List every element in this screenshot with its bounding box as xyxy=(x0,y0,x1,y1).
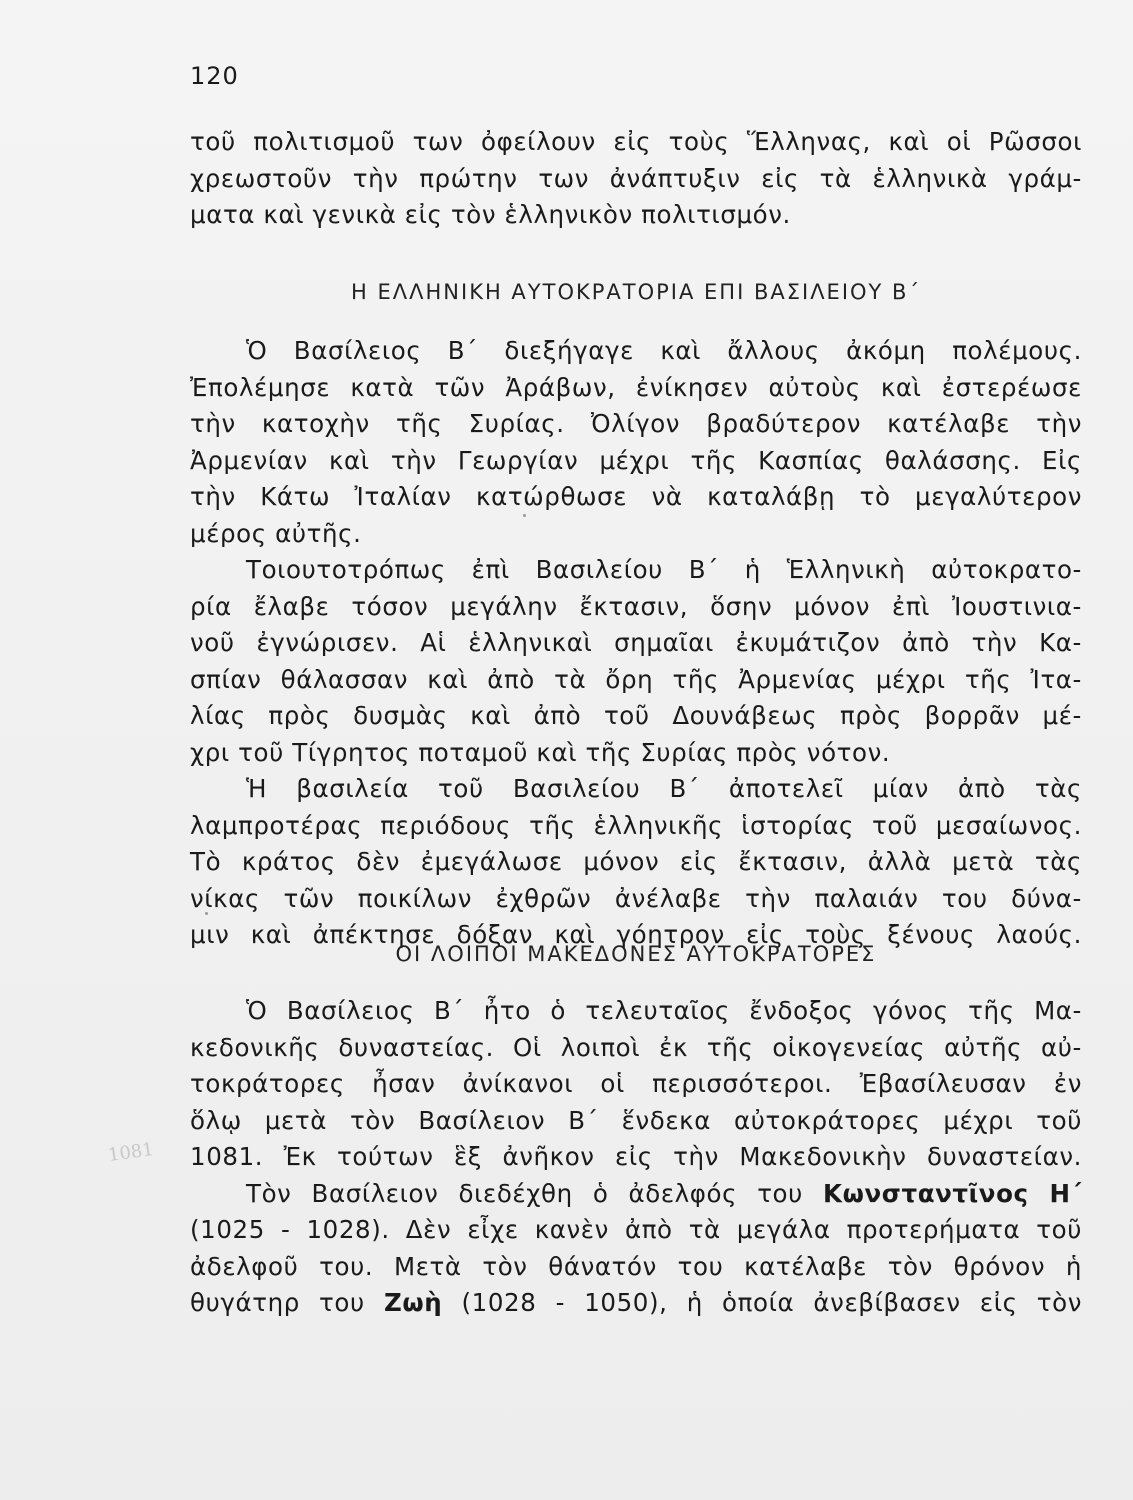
text-line: Τοιουτοτρόπως ἐπὶ Βασιλείου Β΄ ἡ Ἑλληνικὴ αὐτοκρατο- xyxy=(246,555,1082,584)
text-line: τοκράτορες ἦσαν ἀνίκανοι οἱ περισσότεροι. Ἐβασίλευσαν ἐν xyxy=(190,1069,1082,1098)
text-line: λίας πρὸς δυσμὰς καὶ ἀπὸ τοῦ Δουνάβεως πρὸς βορρᾶν μέ- xyxy=(190,701,1082,730)
text-line: λαμπροτέρας περιόδους τῆς ἑλληνικῆς ἱστορίας τοῦ μεσαίωνος. xyxy=(190,810,1082,840)
text-line: τοῦ πολιτισμοῦ των ὀφείλουν εἰς τοὺς Ἕλληνας, καὶ οἱ Ρῶσσοι xyxy=(190,127,1082,156)
text-line: ματα καὶ γενικὰ εἰς τὸν ἑλληνικὸν πολιτισμόν. xyxy=(190,200,791,229)
text-line: Τὸ κράτος δὲν ἐμεγάλωσε μόνον εἰς ἔκτασιν, ἀλλὰ μετὰ τὰς xyxy=(190,847,1082,876)
text-line xyxy=(190,1176,1082,1213)
text-line: νίκας τῶν ποικίλων ἐχθρῶν ἀνέλαβε τὴν παλαιάν του δύνα- xyxy=(190,883,1082,913)
text-line: Ἐπολέμησε κατὰ τῶν Ἀράβων, ἐνίκησεν αὐτοὺς καὶ ἐστερέωσε xyxy=(190,372,1082,402)
text-line: ρία ἔλαβε τόσον μεγάλην ἔκτασιν, ὅσην μόνον ἐπὶ Ἰουστινια- xyxy=(190,591,1082,621)
margin-pencil-note: 1081 xyxy=(106,1138,156,1167)
text-line: μιν καὶ ἀπέκτησε δόξαν καὶ γόητρον εἰς τοὺς ξένους λαούς. xyxy=(190,920,1082,949)
text-line: τὴν κατοχὴν τῆς Συρίας. Ὀλίγον βραδύτερον κατέλαβε τὴν xyxy=(190,409,1082,438)
text-line: σπίαν θάλασσαν καὶ ἀπὸ τὰ ὄρη τῆς Ἀρμενίας μέχρι τῆς Ἰτα- xyxy=(190,664,1082,694)
text-line: χρεωστοῦν τὴν πρώτην των ἀνάπτυξιν εἰς τὰ ἑλληνικὰ γράμ- xyxy=(190,163,1082,193)
text-line: (1025 - 1028). Δὲν εἶχε κανὲν ἀπὸ τὰ μεγάλα προτερήματα τοῦ xyxy=(190,1215,1082,1244)
text-run: Τὸν Βασίλειον διεδέχθη ὁ ἀδελφός του xyxy=(246,1178,824,1208)
text-run: (1028 - 1050), ἡ ὁποία ἀνεβίβασεν εἰς τὸν xyxy=(442,1288,1082,1317)
text-line xyxy=(190,1285,1082,1322)
text-line: Ὁ Βασίλειος Β΄ διεξήγαγε καὶ ἄλλους ἀκόμη πολέμους. xyxy=(246,336,1082,365)
name-emphasis: Ζωὴ xyxy=(383,1288,443,1317)
paper-speck xyxy=(205,912,208,915)
text-line: μέρος αὐτῆς. xyxy=(190,518,362,548)
paper-speck xyxy=(523,514,526,517)
text-line: χρι τοῦ Τίγρητος ποταμοῦ καὶ τῆς Συρίας πρὸς νότον. xyxy=(190,737,891,767)
text-line: Ἡ βασιλεία τοῦ Βασιλείου Β΄ ἀποτελεῖ μίαν ἀπὸ τὰς xyxy=(246,774,1082,803)
section-heading-macedonian-emperors: ΟΙ ΛΟΙΠΟΙ ΜΑΚΕΔΟΝΕΣ ΑΥΤΟΚΡΑΤΟΡΕΣ xyxy=(395,942,877,966)
text-line: Ὁ Βασίλειος Β΄ ἦτο ὁ τελευταῖος ἔνδοξος γόνος τῆς Μα- xyxy=(246,996,1082,1025)
text-line: τὴν Κάτω Ἰταλίαν κατώρθωσε νὰ καταλάβῃ τὸ μεγαλύτερον xyxy=(190,482,1082,511)
text-line: ὅλῳ μετὰ τὸν Βασίλειον Β΄ ἕνδεκα αὐτοκράτορες μέχρι τοῦ xyxy=(190,1105,1082,1135)
section-1-body xyxy=(190,333,1082,954)
section-2-body xyxy=(190,993,1082,1322)
intro-paragraph xyxy=(190,124,1082,234)
name-emphasis: Κωνσταντῖνος Η΄ xyxy=(823,1178,1082,1208)
text-run: θυγάτηρ του xyxy=(190,1288,384,1317)
text-line: ἀδελφοῦ του. Μετὰ τὸν θάνατόν του κατέλαβε τὸν θρόνον ἡ xyxy=(190,1251,1082,1281)
section-heading-byzantine-empire: Η ΕΛΛΗΝΙΚΗ ΑΥΤΟΚΡΑΤΟΡΙΑ ΕΠΙ ΒΑΣΙΛΕΙΟΥ Β΄ xyxy=(351,280,921,304)
text-line: Ἀρμενίαν καὶ τὴν Γεωργίαν μέχρι τῆς Κασπίας θαλάσσης. Εἰς xyxy=(190,445,1082,475)
text-line: κεδονικῆς δυναστείας. Οἱ λοιποὶ ἐκ τῆς οἰκογενείας αὐτῆς αὐ- xyxy=(190,1032,1082,1062)
text-line: 1081. Ἐκ τούτων ἓξ ἀνῆκον εἰς τὴν Μακεδονικὴν δυναστείαν. xyxy=(190,1142,1082,1171)
text-line: νοῦ ἐγνώρισεν. Αἱ ἑλληνικαὶ σημαῖαι ἐκυμάτιζον ἀπὸ τὴν Κα- xyxy=(190,628,1082,657)
page-number: 120 xyxy=(190,62,239,90)
